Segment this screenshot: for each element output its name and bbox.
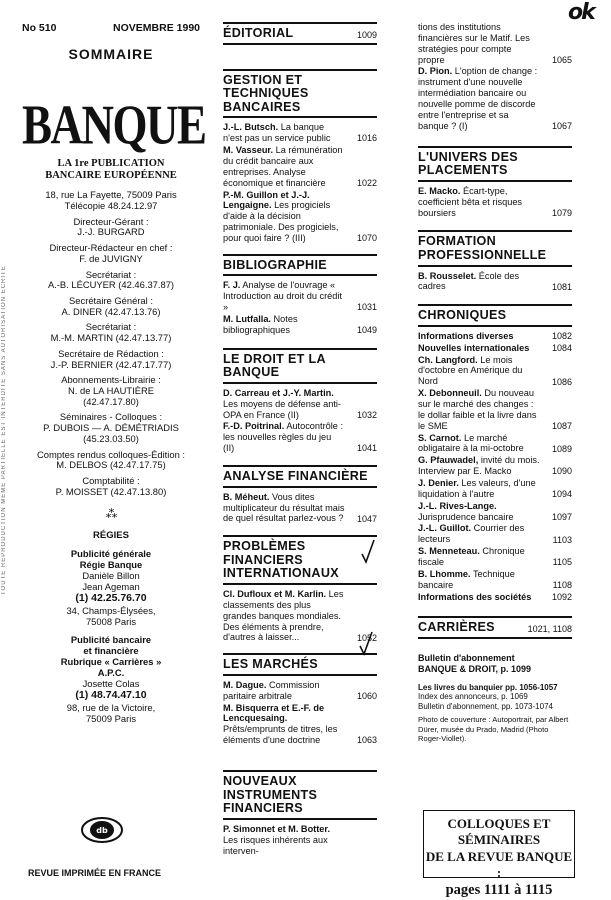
toc-entry	[418, 501, 572, 523]
toc-section	[223, 254, 377, 336]
entry-page: 1031	[356, 302, 377, 313]
entry-title: Jurisprudence bancaire	[418, 511, 514, 522]
staff-phone: (45.23.03.50)	[83, 432, 139, 444]
section-title-text: L'UNIVERS DES PLACEMENTS	[418, 149, 518, 178]
staff-list	[22, 217, 200, 498]
section-title-page: 1009	[356, 29, 377, 40]
section-title-page: 1021, 1108	[527, 624, 572, 635]
staff-entry	[22, 270, 200, 291]
toc-entry	[418, 388, 572, 431]
toc-entry	[418, 271, 572, 293]
entry-author: M. Bisquerra et E.-F. de Lencquesaing.	[223, 702, 325, 724]
entry-author: D. Pion.	[418, 66, 453, 77]
section-title-text: FORMATION PROFESSIONNELLE	[418, 234, 547, 262]
staff-role: Secrétaire Général :	[69, 294, 153, 306]
regie-head: A.P.C.	[97, 667, 125, 679]
toc-section	[418, 230, 572, 292]
toc-section	[223, 348, 377, 454]
check-mark-icon	[360, 538, 376, 564]
toc-entry	[418, 186, 572, 219]
entry-title: Les risques inhérents aux interven-	[223, 834, 328, 856]
tagline-line-1: LA 1re PUBLICATION	[57, 157, 165, 169]
section-title-text: CHRONIQUES	[418, 308, 507, 323]
toc-entry	[418, 22, 572, 65]
entry-page: 1016	[356, 133, 377, 144]
entry-author: J.-L. Guillot.	[418, 523, 472, 534]
toc-section	[223, 69, 377, 244]
bulletin-line-1: Bulletin d'abonnement	[418, 653, 515, 664]
entry-title: Le marché obligataire à la mi-octobre	[418, 432, 524, 454]
section-title	[223, 535, 377, 585]
toc-entry	[418, 343, 572, 354]
section-title	[223, 348, 377, 384]
regie-head: et financière	[83, 644, 139, 656]
entry-page: 1108	[552, 580, 572, 591]
entry-title: Autocontrôle : les nouvelles règles du jeu (II)	[223, 421, 344, 454]
entry-author: S. Menneteau.	[418, 546, 480, 557]
regie-head: Publicité bancaire	[70, 633, 152, 645]
staff-name: P. MOISSET (42.47.13.80)	[55, 485, 167, 497]
misc-list	[418, 683, 572, 712]
entry-author: F. J.	[223, 280, 241, 291]
regie-contact: Jean Ageman	[82, 581, 140, 593]
entry-title: Commission paritaire arbitrale	[223, 679, 320, 701]
regie-address: 34, Champs-Élysées,	[66, 604, 156, 616]
printed-in-france: REVUE IMPRIMÉE EN FRANCE	[28, 868, 162, 878]
entry-page: 1086	[551, 376, 572, 387]
contents-column-2	[223, 22, 377, 857]
staff-role: Séminaires - Colloques :	[59, 411, 163, 423]
regie-contact: Josette Colas	[82, 678, 140, 690]
section-title-text: LES MARCHÉS	[223, 657, 318, 672]
toc-entry	[418, 433, 572, 455]
issue-date: NOVEMBRE 1990	[113, 22, 200, 34]
toc-entry	[223, 314, 377, 336]
check-mark-icon	[358, 630, 374, 656]
entry-page: 1087	[551, 420, 572, 431]
entry-title: Écart-type, coefficient bêta et risques boursiers	[418, 185, 523, 218]
entry-author: M. Vasseur.	[223, 145, 274, 156]
entry-author: F.-D. Poitrinal.	[223, 421, 285, 432]
entry-page: 1092	[551, 591, 572, 602]
entry-author: M. Lutfalla.	[223, 314, 271, 324]
entry-page: 1103	[552, 534, 572, 545]
entry-page: 1067	[551, 120, 572, 131]
staff-entry	[22, 296, 200, 317]
photo-credit: Photo de couverture : Autoportrait, par Albert Dürer, musée du Prado, Madrid (Photo Roger-Viollet).	[418, 715, 569, 743]
entry-page: 1065	[551, 54, 572, 65]
entry-title: L'option de change : instrument d'une nouvelle intermédiation bancaire ou nouvelle pomme de discorde entre l'entreprise et sa banque ? (I)	[418, 66, 538, 131]
entry-page: 1094	[551, 489, 572, 500]
entry-author: M. Dague.	[223, 679, 267, 690]
staff-role: Comptabilité :	[82, 475, 140, 487]
entry-author: J.-L. Butsch.	[223, 122, 279, 133]
section-title-text: CARRIÈRES	[418, 620, 495, 635]
entry-title: Courrier des lecteurs	[418, 523, 525, 545]
bulletin-line-2: BANQUE & DROIT, p. 1099	[418, 663, 532, 674]
entry-page: 1081	[551, 281, 572, 292]
section-title-text: ANALYSE FINANCIÈRE	[223, 469, 368, 484]
entry-page: 1049	[356, 325, 377, 336]
entry-page: 1032	[356, 409, 377, 420]
entry-title: Les moyens de défense anti-OPA en France (II)	[223, 398, 341, 420]
entry-author: S. Carnot.	[418, 432, 462, 443]
banque-logo: BANQUE	[22, 93, 206, 156]
section-title-text: GESTION ET TECHNIQUES BANCAIRES	[223, 72, 309, 114]
staff-role: Comptes rendus colloques-Édition :	[37, 448, 185, 460]
staff-name: J.-P. BERNIER (42.47.17.77)	[50, 358, 172, 370]
entry-page: 1060	[356, 691, 377, 702]
entry-page: 1063	[356, 735, 377, 746]
entry-author: B. Rousselet.	[418, 270, 477, 281]
entry-title: Les valeurs, d'une liquidation à l'autre	[418, 478, 536, 499]
toc-entry	[223, 703, 377, 746]
entry-author: Nouvelles internationales	[418, 342, 530, 353]
regie-head: Rubrique « Carrières »	[60, 655, 162, 667]
staff-entry	[22, 412, 200, 444]
entry-title: Technique bancaire	[418, 568, 515, 590]
colloques-line-3: pages 1111 à 1115	[445, 882, 553, 898]
staff-role: Secrétariat :	[85, 321, 137, 333]
bulletin-block	[418, 653, 572, 675]
misc-item: Les livres du banquier pp. 1056-1057	[418, 682, 558, 692]
tagline	[22, 158, 200, 183]
entry-author: D. Carreau et J.-Y. Martin.	[223, 387, 334, 398]
toc-entry	[418, 331, 572, 342]
staff-name: A. DINER (42.47.13.76)	[61, 305, 161, 317]
staff-name: M.-M. MARTIN (42.47.13.77)	[50, 332, 172, 344]
entry-page: 1090	[551, 466, 572, 477]
toc-section	[223, 770, 377, 856]
section-title	[223, 465, 377, 488]
section-title	[418, 304, 572, 327]
section-title-text: PROBLÈMES FINANCIERS INTERNATIONAUX	[223, 539, 339, 581]
entry-page: 1041	[356, 443, 377, 454]
staff-phone: (42.47.17.80)	[83, 395, 139, 407]
entry-author: B. Méheut.	[223, 491, 270, 502]
regie-address: 75008 Paris	[85, 615, 137, 627]
section-title	[418, 230, 572, 266]
toc-entry	[418, 523, 572, 545]
regie-head: Régie Banque	[79, 558, 143, 570]
regie-phone: (1) 42.25.76.70	[75, 592, 147, 605]
entry-author: J.-L. Rives-Lange.	[418, 500, 497, 511]
colloques-box	[423, 810, 575, 898]
toc-entry	[418, 546, 572, 568]
address-street: 18, rue La Fayette, 75009 Paris	[45, 189, 177, 201]
toc-section	[223, 465, 377, 524]
toc-entry	[418, 592, 572, 603]
entry-page: 1089	[551, 443, 572, 454]
staff-role: Secrétaire de Rédaction :	[58, 347, 164, 359]
toc-entry	[418, 455, 572, 477]
entry-author: B. Lhomme.	[418, 568, 471, 579]
staff-name: A.-B. LÉCUYER (42.46.37.87)	[47, 279, 175, 291]
regie-head: Publicité générale	[70, 547, 152, 559]
entry-author: J. Denier.	[418, 478, 459, 489]
section-title-text: ÉDITORIAL	[223, 26, 294, 40]
entry-title: Les progiciels d'aide à la décision patrimoniale. Des progiciels, pour quoi faire ? (III)	[223, 200, 339, 243]
section-title-text: LE DROIT ET LA BANQUE	[223, 351, 326, 380]
side-strip: TOUTE REPRODUCTION MÊME PARTIELLE EST INTERDITE SANS AUTORISATION ÉCRITE	[1, 265, 7, 595]
toc-section	[418, 304, 572, 602]
entry-author: X. Debonneuil.	[418, 388, 482, 399]
staff-entry	[22, 322, 200, 343]
issue-number: No 510	[22, 22, 57, 34]
toc-entry	[223, 190, 377, 244]
entry-author: Informations diverses	[418, 330, 514, 341]
entry-page: 1082	[551, 331, 572, 342]
entry-title: Prêts/emprunts de titres, les éléments d'une doctrine	[223, 724, 338, 746]
toc-entry	[223, 145, 377, 188]
toc-entry	[418, 478, 572, 500]
separator-dots: ⁂	[105, 507, 117, 522]
ok-logo: ok	[568, 0, 594, 25]
entry-author: E. Macko.	[418, 185, 461, 196]
entry-page: 1052	[356, 632, 377, 643]
section-title	[223, 69, 377, 119]
regie-phone: (1) 48.74.47.10	[75, 689, 147, 702]
section-title	[223, 22, 377, 45]
entry-page: 1105	[552, 557, 572, 568]
address	[22, 189, 200, 212]
toc-section	[418, 616, 572, 639]
toc-entry	[418, 66, 572, 131]
section-title	[223, 653, 377, 676]
staff-entry	[22, 450, 200, 471]
section-title	[223, 254, 377, 277]
entry-page: 1022	[356, 177, 377, 188]
staff-entry	[22, 349, 200, 370]
toc-entry	[223, 122, 377, 144]
entry-title: Les classements des plus grandes banques mondiales. Des éléments à prendre, d'autres à laisser...	[223, 589, 344, 643]
entry-author: G. Pfauwadel,	[418, 455, 479, 466]
entry-page: 1047	[356, 513, 377, 524]
entry-author: P.-M. Guillon et J.-J. Lengaigne.	[223, 189, 310, 211]
entry-title: invité du mois. Interview par E. Macko	[418, 455, 540, 477]
toc-entry	[223, 421, 377, 454]
entry-title: tions des institutions financières sur le Matif. Les stratégies pour compte propre	[418, 22, 530, 65]
colloques-line-2: DE LA REVUE BANQUE :	[425, 848, 573, 880]
section-title	[223, 770, 377, 820]
entry-title: La rémunération du crédit bancaire aux entreprises. Analyse économique et financière	[223, 145, 343, 188]
entry-author: Cl. Dufloux et M. Karlin.	[223, 589, 327, 600]
staff-entry	[22, 217, 200, 238]
section-title-text: BIBLIOGRAPHIE	[223, 257, 327, 272]
toc-entry	[223, 280, 377, 313]
publisher-emblem-icon	[80, 815, 124, 845]
staff-name: J.-J. BURGARD	[77, 226, 145, 238]
section-title	[418, 616, 572, 639]
entry-page: 1097	[551, 511, 572, 522]
entry-title: École des cadres	[418, 270, 520, 292]
toc-section	[223, 653, 377, 746]
staff-entry	[22, 476, 200, 497]
staff-role: Directeur-Rédacteur en chef :	[49, 242, 173, 254]
issue-line	[22, 22, 200, 34]
toc-section	[223, 535, 377, 643]
regie-contact: Danièle Billon	[82, 570, 140, 581]
toc-section	[418, 146, 572, 219]
staff-role: Secrétariat :	[85, 268, 137, 280]
entry-page: 1070	[356, 233, 377, 244]
entry-title: Chronique fiscale	[418, 546, 525, 568]
toc-entry	[223, 492, 377, 525]
entry-title: Notes bibliographiques	[223, 314, 298, 335]
entry-title: Le mois d'octobre en Amérique du Nord	[418, 354, 523, 387]
entry-title: Du nouveau sur le marché des changes : le dollar faible et la livre dans le SME	[418, 388, 537, 431]
entry-page: 1079	[551, 207, 572, 218]
staff-role: Abonnements-Librairie :	[61, 374, 161, 386]
staff-name: N. de LA HAUTIÈRE	[68, 384, 154, 396]
entry-author: Ch. Langford.	[418, 354, 478, 365]
colloques-line-1: COLLOQUES ET SÉMINAIRES	[447, 816, 551, 848]
toc-entry	[418, 569, 572, 591]
staff-role: Directeur-Gérant :	[73, 215, 149, 227]
toc-entry	[418, 355, 572, 388]
regie-block	[22, 634, 200, 724]
misc-item: Index des annonceurs, p. 1069	[418, 692, 528, 702]
contents-column-3	[418, 22, 572, 743]
staff-entry	[22, 243, 200, 264]
regie-address: 75009 Paris	[85, 712, 137, 724]
toc-entry	[223, 680, 377, 702]
staff-entry	[22, 375, 200, 407]
entry-title: La banque n'est pas un service public	[223, 122, 331, 144]
entry-title: Vous dites multiplicateur du résultat mais de quel résultat parlez-vous ?	[223, 491, 345, 524]
entry-title: Analyse de l'ouvrage « Introduction au droit du crédit »	[223, 280, 342, 313]
section-title-text: NOUVEAUX INSTRUMENTS FINANCIERS	[223, 774, 318, 816]
section-title	[418, 146, 572, 182]
sommaire-title: SOMMAIRE	[68, 46, 154, 63]
address-fax: Télécopie 48.24.12.97	[64, 200, 158, 212]
toc-entry	[223, 824, 377, 857]
masthead-column	[22, 22, 206, 724]
toc-entry	[223, 589, 377, 643]
staff-name: M. DELBOS (42.47.17.75)	[56, 459, 166, 471]
continuation-entries	[418, 22, 572, 132]
col3-sections	[418, 146, 572, 639]
tagline-line-2: BANCAIRE EUROPÉENNE	[45, 170, 177, 182]
regie-address: 98, rue de la Victoire,	[66, 701, 156, 713]
toc-entry	[223, 388, 377, 421]
entry-author: P. Simonnet et M. Botter.	[223, 823, 331, 834]
svg-text:db: db	[96, 826, 108, 835]
regies-title: RÉGIES	[93, 529, 129, 541]
misc-item: Bulletin d'abonnement, pp. 1073-1074	[418, 701, 553, 711]
entry-page: 1084	[551, 342, 572, 353]
entry-author: Informations des sociétés	[418, 591, 532, 602]
regie-block	[22, 548, 200, 627]
staff-name: P. DUBOIS — A. DÉMÉTRIADIS	[43, 422, 179, 434]
toc-section	[223, 22, 377, 45]
staff-name: F. de JUVIGNY	[79, 252, 143, 264]
